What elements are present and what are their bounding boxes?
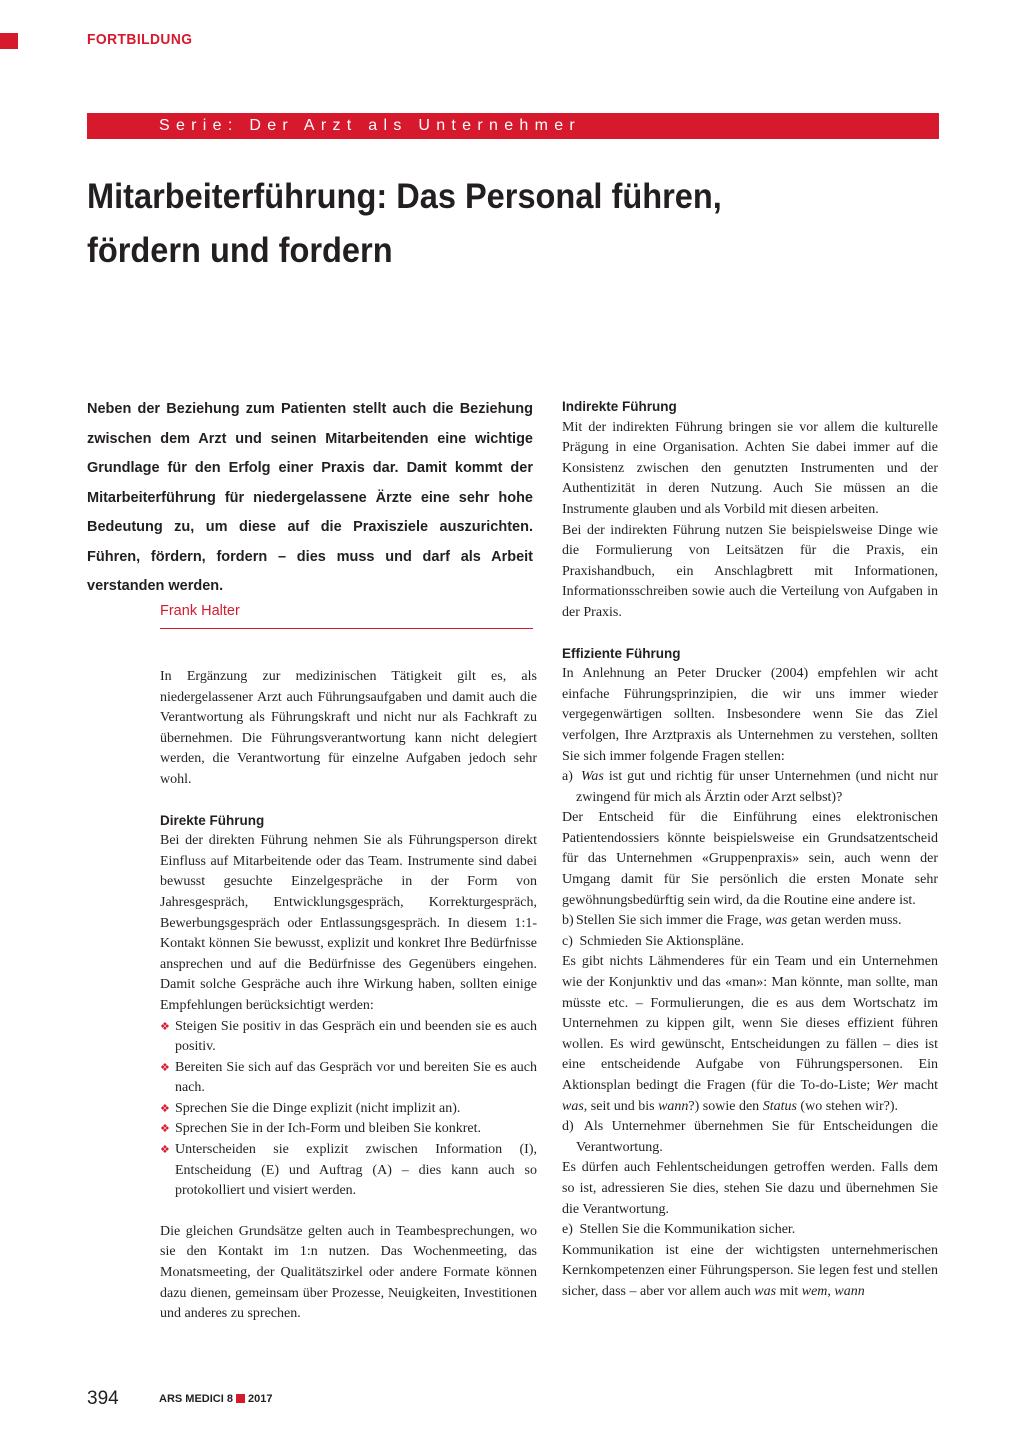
intro-paragraph: In Ergänzung zur medizinischen Tätigkeit gilt es, als niedergelassener Arzt auch Führungsaufgaben und damit auch die Verantwortung als Führungskraft und nicht nur als Fachkraft zu übernehmen. Die Führungsverantwortung kann nicht delegiert werden, die Verantwortung für einzelne Aufgaben jedoch sehr wohl. (160, 669, 537, 787)
bullet-diamond-icon: ❖ (160, 1020, 170, 1033)
title-line-1: Mitarbeiterführung: Das Personal führen, (87, 177, 722, 216)
principle-a: a) Was ist gut und richtig für unser Unternehmen (und nicht nur zwingend für mich als Ärztin oder Arzt selbst)? (562, 769, 938, 805)
indirect-paragraph-1: Mit der indirekten Führung bringen sie vor allem die kulturelle Prägung in eine Organisation. Achten Sie dabei immer auf die Konsistenz zwischen den genutzten Instrumenten und der Authentizität in deren Nutzung. Auch Sie müssen an die Instrumente glauben und als Vorbild mit diesen arbeiten. (562, 419, 938, 517)
bullet-diamond-icon: ❖ (160, 1061, 170, 1074)
journal-year: 2017 (247, 1393, 273, 1405)
title-line-2: fördern und fordern (87, 231, 393, 270)
series-banner (87, 113, 939, 139)
principle-d: d) Als Unternehmer übernehmen Sie für Entscheidungen die Verantwortung. (562, 1119, 938, 1155)
left-column (160, 667, 537, 1325)
list-item: ❖ Bereiten Sie sich auf das Gespräch vor und bereiten Sie es auch nach. (160, 1059, 537, 1096)
section-color-marker (0, 33, 18, 49)
principle-d-paragraph: Es dürfen auch Fehlentscheidungen getroffen werden. Falls dem so ist, adressieren Sie dies, stehen Sie dazu und übernehmen Sie die Verantwortung. (562, 1160, 938, 1217)
bullet-diamond-icon: ❖ (160, 1123, 170, 1136)
principle-e: e) Stellen Sie die Kommunikation sicher. (562, 1222, 796, 1238)
efficient-intro-paragraph: In Anlehnung an Peter Drucker (2004) empfehlen wir acht einfache Führungsprinzipien, die wir uns immer wieder vergegenwärtigen sollten. Insbesondere wenn Sie das Ziel verfolgen, Ihre Arztpraxis als Unternehmen zu verstehen, sollten Sie sich immer folgende Fragen stellen: (562, 666, 938, 764)
author-name: Frank Halter (160, 603, 533, 629)
list-item: ❖ Sprechen Sie in der Ich-Form und bleiben Sie konkret. (160, 1119, 537, 1140)
principle-b: b) Stellen Sie sich immer die Frage, was getan werden muss. (562, 913, 902, 929)
direct-paragraph: Bei der direkten Führung nehmen Sie als Führungsperson direkt Einfluss auf Mitarbeitende oder das Team. Instrumente sind dabei bewusst gesuchte Einzelgespräche in der Form von Jahresgespräch, Entwicklungsgespräch, Korrekturgespräch, Bewerbungsgespräch oder Entlassungsgespräch. In diesem 1:1-Kontakt können Sie bewusst, explizit und konkret Ihre Bedürfnisse ansprechen und auf die Bedürfnisse des Gegenübers eingehen. Damit solche Gespräche auch ihre Wirkung haben, sollten einige Empfehlungen berücksichtigt werden: (160, 833, 537, 1013)
page-number: 394 (87, 1388, 119, 1409)
heading-indirekte-fuehrung: Indirekte Führung (562, 399, 677, 414)
section-label: FORTBILDUNG (87, 31, 193, 48)
principle-c: c) Schmieden Sie Aktionspläne. (562, 933, 744, 949)
principle-c-paragraph: Es gibt nichts Lähmenderes für ein Team und ein Unternehmen wie der Konjunktiv und das «man»: Man könnte, man sollte, man müsste etc. – Formulierungen, die es aus dem Wortschatz im Unternehmen zu kippen gilt, wenn Sie dieses effizient führen wollen. Es wird gewünscht, Entscheidungen zu fällen – dies ist eine entscheidende Aufgabe von Führungspersonen. Ein Aktionsplan bedingt die Fragen (für die To-do-Liste; Wer macht was, seit und bis wann?) sowie den Status (wo stehen wir?). (562, 954, 939, 1114)
lead-paragraph: Neben der Beziehung zum Patienten stellt auch die Beziehung zwischen dem Arzt und seinen Mitarbeitenden eine wichtige Grundlage für den Erfolg einer Praxis dar. Damit kommt der Mitarbeiterführung für niedergelassene Ärzte eine sehr hohe Bedeutung zu, um diese auf die Praxisziele auszurichten. Führen, fördern, fordern – dies muss und darf als Arbeit verstanden werden. (87, 401, 533, 594)
journal-name: ARS MEDICI 8 (159, 1393, 233, 1405)
journal-footer (159, 1393, 272, 1405)
footer-square-icon (236, 1394, 245, 1403)
heading-effiziente-fuehrung: Effiziente Führung (562, 645, 681, 661)
bullet-diamond-icon: ❖ (160, 1144, 170, 1157)
list-item: ❖ Steigen Sie positiv in das Gespräch ein und beenden sie es auch positiv. (160, 1018, 537, 1055)
bullet-diamond-icon: ❖ (160, 1102, 170, 1115)
list-item: ❖ Sprechen Sie die Dinge explizit (nicht implizit an). (160, 1099, 537, 1120)
principle-a-paragraph: Der Entscheid für die Einführung eines elektronischen Patientendossiers könnte beispielsweise ein Grundsatzentscheid für das Unternehmen «Gruppenpraxis» sein, auch wenn der Umgang damit für Sie persönlich die ersten Monate sehr gewöhnungsbedürftig sein wird, da die Routine eine andere ist. (562, 810, 938, 908)
heading-direkte-fuehrung: Direkte Führung (160, 812, 265, 828)
principle-e-paragraph: Kommunikation ist eine der wichtigsten unternehmerischen Kernkompetenzen einer Führungsperson. Sie legen fest und stellen sicher, dass – aber vor allem auch was mit wem, wann (562, 1242, 938, 1299)
indirect-paragraph-2: Bei der indirekten Führung nutzen Sie beispielsweise Dinge wie die Formulierung von Leitsätzen für die Praxis, ein Praxishandbuch, ein Anschlagbrett mit Informationen, Informationsschreiben sowie auch die Verteilung von Aufgaben in der Praxis. (562, 522, 938, 620)
right-column (562, 397, 938, 1303)
article-title (87, 170, 887, 278)
list-item: ❖ Unterscheiden sie explizit zwischen Information (I), Entscheidung (E) und Auftrag (A) – dies kann auch so protokolliert und visiert werden. (160, 1142, 537, 1199)
closing-paragraph: Die gleichen Grundsätze gelten auch in Teambesprechungen, wo sie den Kontakt im 1:n nutzen. Das Wochenmeeting, das Monatsmeeting, der Qualitätszirkel oder andere Formate können dazu dienen, gemeinsam über Prozesse, Neuigkeiten, Investitionen und anderes zu sprechen. (160, 1223, 537, 1322)
series-title: Serie: Der Arzt als Unternehmer (159, 117, 582, 134)
